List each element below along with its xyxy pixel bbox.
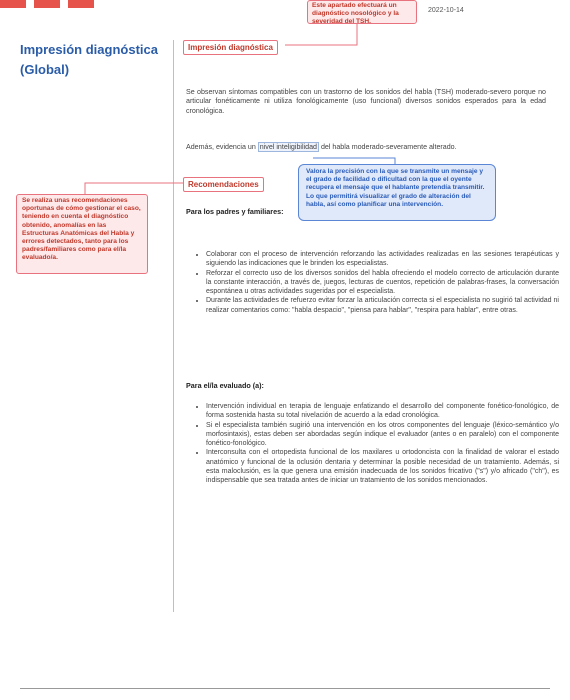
parents-heading: Para los padres y familiares: (186, 207, 284, 216)
evaluated-heading: Para el/la evaluado (a): (186, 381, 264, 390)
section-label-diagnosis: Impresión diagnóstica (183, 40, 278, 55)
sidebar-title-line1: Impresión diagnóstica (20, 42, 158, 57)
list-item: • Colaborar con el proceso de intervención reforzando las actividades realizadas en las sesiones terapéuticas y siguiendo las indicaciones que le brinden los especialistas. (206, 250, 559, 269)
brand-logo (0, 0, 100, 8)
section-label-recommendations: Recomendaciones (183, 177, 264, 192)
list-item: • Durante las actividades de refuerzo evitar forzar la articulación correcta si el especialista no sugirió tal actividad ni realizar comentarios como: "habla despacio", "piensa para hablar", "respira para hablar", entre otras. (206, 296, 559, 315)
diagnosis-paragraph-1: Se observan síntomas compatibles con un trastorno de los sonidos del habla (TSH) moderado-severo porque no articular fonéticamente ni utiliza fonológicamente (uso funcional) diversos sonidos esperados para la edad cronológica. (186, 88, 546, 115)
paragraph-2-pre: Además, evidencia un (186, 143, 258, 151)
parents-recommendations-list (192, 250, 559, 315)
intelligibility-highlight: nivel inteligibilidad (259, 143, 317, 151)
list-item: • Interconsulta con el ortopedista funcional de los maxilares u ortodoncista con la finalidad de valorar el estado anatómico y funcional de la oclusión dentaria y determinar la posible necesidad de un tratamiento. Además, si esta maloclusión, es la que genera una emisión inadecuada de los sonidos fricativo ("s") y/o africado ("ch"), es indispensable que sea tratada antes de iniciar un tratamiento de los sonidos mencionados. (206, 448, 559, 485)
report-date: 2022-10-14 (428, 7, 464, 14)
connector-recommendations (85, 183, 183, 194)
list-item: • Si el especialista también sugirió una intervención en los otros componentes del lenguaje (léxico-semántico y/o morfosintaxis), estas deben ser abordadas según indique el evaluador (antes o en paralelo) con el componente fonético-fonológico. (206, 421, 559, 449)
footer-rule (20, 688, 550, 689)
connector-top (285, 24, 357, 45)
callout-intelligibility: Valora la precisión con la que se transmite un mensaje y el grado de facilidad o dificultad con la que el oyente recupera el mensaje que el hablante pretendía transmitir. Lo que permitirá visualizar el grado de alteración del habla, así como planificar una intervención. (298, 164, 496, 221)
sidebar-title (20, 40, 170, 80)
callout-diagnosis-purpose: Este apartado efectuará un diagnóstico nosológico y la severidad del TSH. (307, 0, 417, 24)
list-item: • Reforzar el correcto uso de los diversos sonidos del habla ofreciendo el modelo correcto de articulación durante la constante interacción, a través de, juegos, lecturas de cuentos, repetición de palabras-frases, la conversación espontánea u otras actividades sugeridas por el especialista. (206, 269, 559, 297)
evaluated-recommendations-list (192, 402, 559, 486)
diagnosis-paragraph-2 (186, 143, 546, 152)
paragraph-2-post: del habla moderado-severamente alterado. (318, 143, 457, 151)
list-item: • Intervención individual en terapia de lenguaje enfatizando el desarrollo del componente fonético-fonológico, de forma sostenida hasta su total nivelación de acuerdo a la edad cronológica. (206, 402, 559, 421)
sidebar-title-line2: (Global) (20, 62, 70, 77)
callout-recommendations: Se realiza unas recomendaciones oportunas de cómo gestionar el caso, teniendo en cuenta el diagnóstico obtenido, anomalías en las Estructuras Anatómicas del Habla y errores detectados, tanto para los padres/familiares como para el/la evaluado/a. (16, 194, 148, 274)
column-divider (173, 40, 174, 612)
